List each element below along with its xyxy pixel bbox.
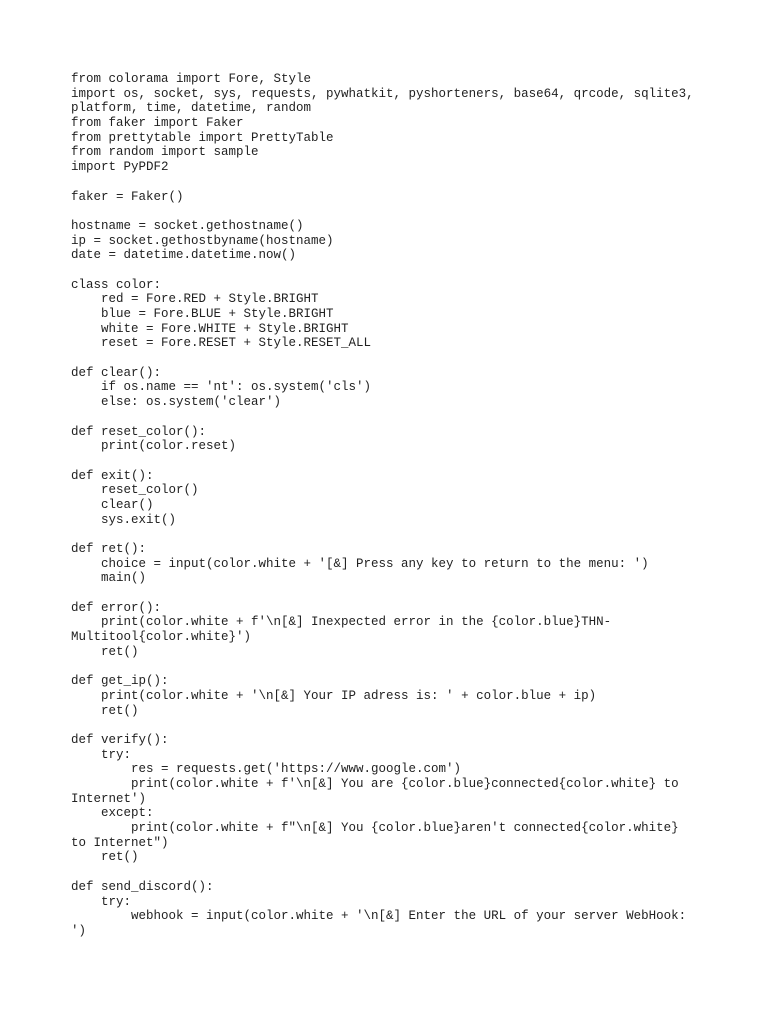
code-line: print(color.reset) <box>71 439 237 454</box>
code-line: webhook = input(color.white + '\n[&] Enter the URL of your server WebHook: <box>71 909 687 924</box>
code-line: ret() <box>71 850 139 865</box>
code-line: from random import sample <box>71 145 259 160</box>
code-line <box>71 660 711 675</box>
code-line: def exit(): <box>71 468 154 483</box>
code-line: choice = input(color.white + '[&] Press any key to return to the menu: ') <box>71 556 649 571</box>
code-line: ') <box>71 923 87 938</box>
code-line <box>71 204 711 219</box>
code-line: blue = Fore.BLUE + Style.BRIGHT <box>71 307 334 321</box>
code-line: reset_color() <box>71 483 199 498</box>
code-line: faker = Faker() <box>71 189 184 204</box>
code-line: from faker import Faker <box>71 116 244 131</box>
code-line: Internet') <box>71 791 147 806</box>
code-line: white = Fore.WHITE + Style.BRIGHT <box>71 321 349 336</box>
code-line: clear() <box>71 497 154 512</box>
code-line: except: <box>71 806 154 821</box>
code-line: Multitool{color.white}') <box>71 630 252 645</box>
code-line: print(color.white + f"\n[&] You {color.blue}aren't connected{color.white} <box>71 821 679 836</box>
code-line: res = requests.get('https://www.google.com') <box>71 762 462 777</box>
code-line: ip = socket.gethostbyname(hostname) <box>71 233 334 248</box>
code-line: def clear(): <box>71 365 162 380</box>
code-line: from prettytable import PrettyTable <box>71 130 334 145</box>
code-line: to Internet") <box>71 835 169 850</box>
code-line: reset = Fore.RESET + Style.RESET_ALL <box>71 336 372 351</box>
code-line: date = datetime.datetime.now() <box>71 248 297 263</box>
code-line: def send_discord(): <box>71 879 214 894</box>
code-line <box>71 865 711 880</box>
code-line: if os.name == 'nt': os.system('cls') <box>71 380 372 395</box>
code-line <box>71 263 711 278</box>
code-line: class color: <box>71 277 162 292</box>
code-line: def reset_color(): <box>71 424 207 439</box>
code-line: def verify(): <box>71 732 169 747</box>
code-line <box>71 718 711 733</box>
code-line: ret() <box>71 644 139 659</box>
code-line: ret() <box>71 703 139 718</box>
code-line <box>71 527 711 542</box>
code-line <box>71 410 711 425</box>
code-line: try: <box>71 894 132 909</box>
code-line: from colorama import Fore, Style <box>71 72 312 86</box>
code-line: import os, socket, sys, requests, pywhatkit, pyshorteners, base64, qrcode, sqlite3, <box>71 86 694 101</box>
code-line: def ret(): <box>71 542 147 556</box>
code-line <box>71 351 711 366</box>
code-line: platform, time, datetime, random <box>71 101 312 116</box>
code-line: def error(): <box>71 600 162 615</box>
code-line: try: <box>71 747 132 762</box>
code-line: print(color.white + '\n[&] Your IP adress is: ' + color.blue + ip) <box>71 688 597 703</box>
code-line: print(color.white + f'\n[&] You are {color.blue}connected{color.white} to <box>71 777 679 791</box>
code-line: import PyPDF2 <box>71 160 169 175</box>
code-line: red = Fore.RED + Style.BRIGHT <box>71 292 319 307</box>
code-line <box>71 586 711 601</box>
code-line: else: os.system('clear') <box>71 395 282 410</box>
code-line <box>71 175 711 190</box>
code-line: print(color.white + f'\n[&] Inexpected error in the {color.blue}THN- <box>71 615 612 630</box>
code-line: main() <box>71 571 147 586</box>
code-line: sys.exit() <box>71 512 177 527</box>
code-line: def get_ip(): <box>71 674 169 689</box>
code-line: hostname = socket.gethostname() <box>71 218 304 233</box>
code-listing <box>71 72 711 939</box>
code-line <box>71 454 711 469</box>
